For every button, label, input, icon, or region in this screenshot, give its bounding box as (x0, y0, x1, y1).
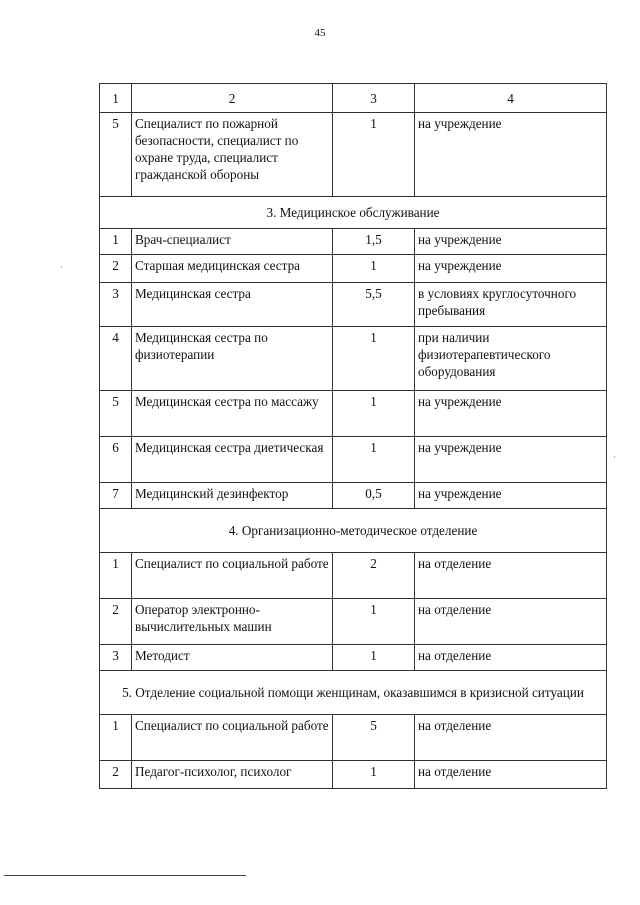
position-title: Педагог-психолог, психолог (132, 761, 333, 789)
staff-quantity: 1,5 (333, 229, 415, 255)
allocation-note: на учреждение (415, 483, 607, 509)
position-title: Медицинская сестра (132, 283, 333, 327)
allocation-note: на учреждение (415, 437, 607, 483)
staff-quantity: 1 (333, 437, 415, 483)
row-number: 2 (100, 255, 132, 283)
row-number: 1 (100, 229, 132, 255)
staff-quantity: 1 (333, 599, 415, 645)
section-title: 5. Отделение социальной помощи женщинам, оказавшимся в кризисной ситуации (100, 671, 607, 715)
scan-speck: · (60, 262, 63, 272)
table-row (100, 645, 607, 671)
position-title: Медицинская сестра диетическая (132, 437, 333, 483)
table-row (100, 761, 607, 789)
allocation-note: на отделение (415, 761, 607, 789)
section-title: 3. Медицинское обслуживание (100, 197, 607, 229)
table-row (100, 553, 607, 599)
allocation-note: на учреждение (415, 229, 607, 255)
row-number: 2 (100, 761, 132, 789)
position-title: Специалист по социальной работе (132, 715, 333, 761)
allocation-note: на учреждение (415, 391, 607, 437)
row-number: 3 (100, 645, 132, 671)
allocation-note: при наличии физиотерапевтического оборудования (415, 327, 607, 391)
table-row (100, 715, 607, 761)
position-title: Медицинская сестра по физиотерапии (132, 327, 333, 391)
allocation-note: в условиях круглосуточного пребывания (415, 283, 607, 327)
header-col-note: 4 (415, 84, 607, 113)
position-title: Медицинская сестра по массажу (132, 391, 333, 437)
staff-quantity: 1 (333, 255, 415, 283)
staff-quantity: 1 (333, 645, 415, 671)
position-title: Специалист по социальной работе (132, 553, 333, 599)
staff-quantity: 5,5 (333, 283, 415, 327)
row-number: 5 (100, 113, 132, 197)
table-row (100, 599, 607, 645)
table-row (100, 283, 607, 327)
section-header-row (100, 671, 607, 715)
table-row (100, 113, 607, 197)
page-number: 45 (314, 27, 326, 39)
position-title: Методист (132, 645, 333, 671)
header-col-position: 2 (132, 84, 333, 113)
row-number: 5 (100, 391, 132, 437)
staffing-table (99, 83, 607, 789)
position-title: Старшая медицинская сестра (132, 255, 333, 283)
header-col-quantity: 3 (333, 84, 415, 113)
table-row (100, 391, 607, 437)
header-col-number: 1 (100, 84, 132, 113)
staffing-table-body (100, 84, 607, 789)
staff-quantity: 0,5 (333, 483, 415, 509)
allocation-note: на учреждение (415, 255, 607, 283)
section-title: 4. Организационно-методическое отделение (100, 509, 607, 553)
row-number: 1 (100, 553, 132, 599)
row-number: 6 (100, 437, 132, 483)
position-title: Специалист по пожарной безопасности, специалист по охране труда, специалист гражданской обороны (132, 113, 333, 197)
table-row (100, 483, 607, 509)
section-header-row (100, 509, 607, 553)
staff-quantity: 1 (333, 761, 415, 789)
table-header-row (100, 84, 607, 113)
staff-quantity: 1 (333, 327, 415, 391)
table-row (100, 327, 607, 391)
table-row (100, 437, 607, 483)
section-header-row (100, 197, 607, 229)
row-number: 3 (100, 283, 132, 327)
allocation-note: на учреждение (415, 113, 607, 197)
row-number: 7 (100, 483, 132, 509)
row-number: 1 (100, 715, 132, 761)
staff-quantity: 5 (333, 715, 415, 761)
scan-speck: · (613, 452, 616, 462)
row-number: 4 (100, 327, 132, 391)
position-title: Оператор электронно-вычислительных машин (132, 599, 333, 645)
allocation-note: на отделение (415, 553, 607, 599)
table-row (100, 255, 607, 283)
position-title: Врач-специалист (132, 229, 333, 255)
staff-quantity: 1 (333, 391, 415, 437)
allocation-note: на отделение (415, 715, 607, 761)
position-title: Медицинский дезинфектор (132, 483, 333, 509)
footnote-divider (4, 875, 246, 876)
table-row (100, 229, 607, 255)
allocation-note: на отделение (415, 645, 607, 671)
staff-quantity: 1 (333, 113, 415, 197)
allocation-note: на отделение (415, 599, 607, 645)
staff-quantity: 2 (333, 553, 415, 599)
row-number: 2 (100, 599, 132, 645)
